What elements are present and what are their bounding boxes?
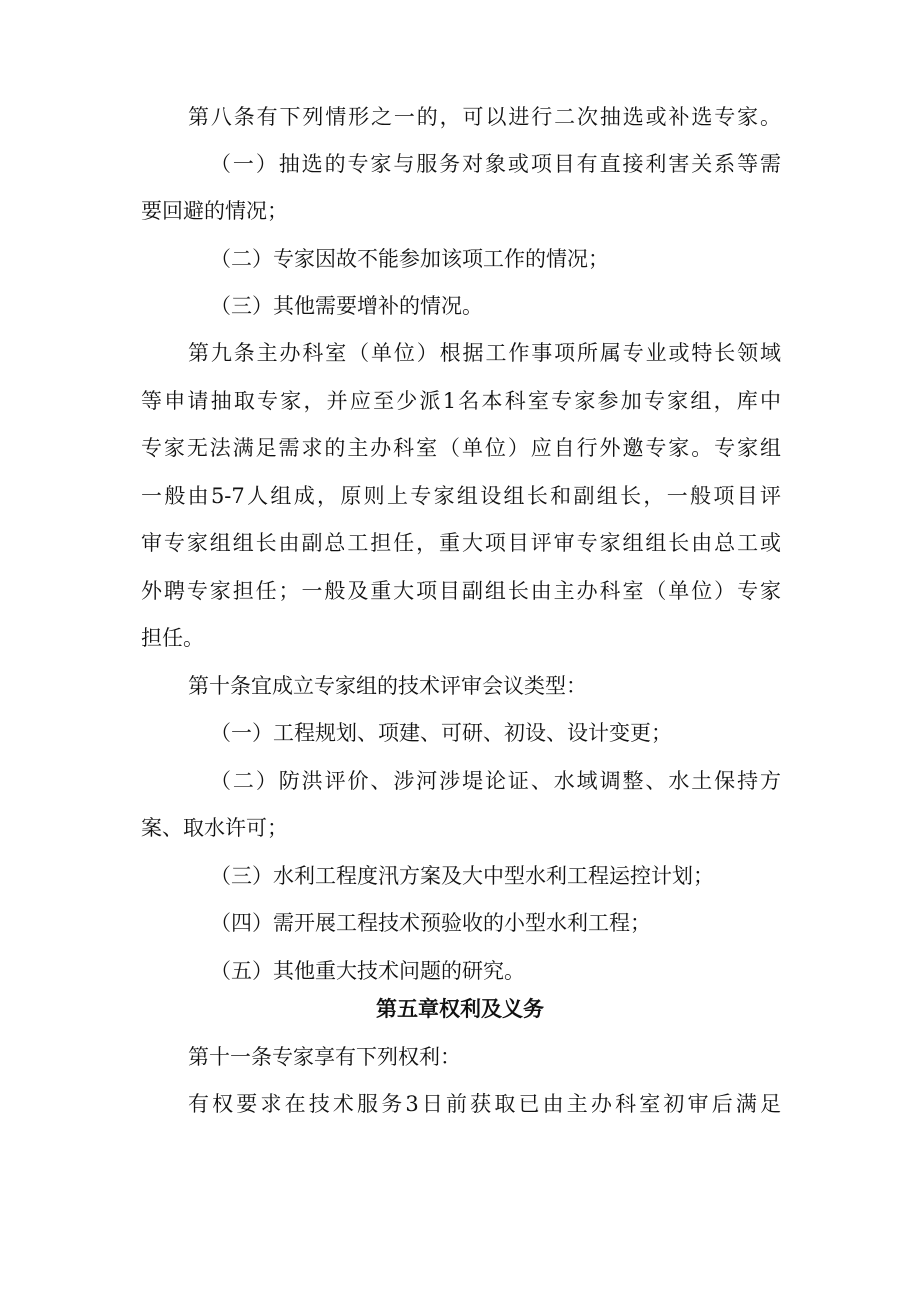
article-9-line-7: 担任。 (141, 626, 204, 650)
chapter-5-heading: 第五章权利及义务 (376, 997, 544, 1021)
article-10-item-4: （四）需开展工程技术预验收的小型水利工程； (210, 911, 651, 935)
article-9-line-5: 审专家组组长由副总工担任，重大项目评审专家组组长由总工或 (141, 531, 781, 555)
article-9-line-6: 外聘专家担任；一般及重大项目副组长由主办科室（单位）专家 (141, 579, 781, 603)
article-8-item-3: （三）其他需要增补的情况。 (210, 294, 483, 318)
article-11-intro: 第十一条专家享有下列权利： (188, 1045, 461, 1069)
article-8-intro: 第八条有下列情形之一的，可以进行二次抽选或补选专家。 (188, 105, 781, 129)
article-10-item-3: （三）水利工程度汛方案及大中型水利工程运控计划； (210, 864, 714, 888)
article-11-line-1: 有权要求在技术服务3日前获取已由主办科室初审后满足 (188, 1092, 781, 1116)
article-9-line-3: 专家无法满足需求的主办科室（单位）应自行外邀专家。专家组 (141, 436, 781, 460)
article-10-item-1: （一）工程规划、项建、可研、初设、设计变更； (210, 721, 672, 745)
article-10-intro: 第十条宜成立专家组的技术评审会议类型： (188, 674, 587, 698)
article-10-item-5: （五）其他重大技术问题的研究。 (210, 959, 525, 983)
article-10-item-2-line-1: （二）防洪评价、涉河涉堤论证、水域调整、水土保持方 (210, 769, 781, 793)
article-8-item-1-line-1: （一）抽选的专家与服务对象或项目有直接利害关系等需 (210, 152, 781, 176)
article-8-item-1-line-2: 要回避的情况； (141, 199, 288, 223)
article-9-line-1: 第九条主办科室（单位）根据工作事项所属专业或特长领域 (188, 341, 781, 365)
article-9-line-2: 等申请抽取专家，并应至少派1名本科室专家参加专家组，库中 (141, 389, 781, 413)
article-10-item-2-line-2: 案、取水许可； (141, 816, 288, 840)
article-8-item-2: （二）专家因故不能参加该项工作的情况； (210, 247, 609, 271)
article-9-line-4: 一般由5-7人组成，原则上专家组设组长和副组长，一般项目评 (141, 484, 781, 508)
